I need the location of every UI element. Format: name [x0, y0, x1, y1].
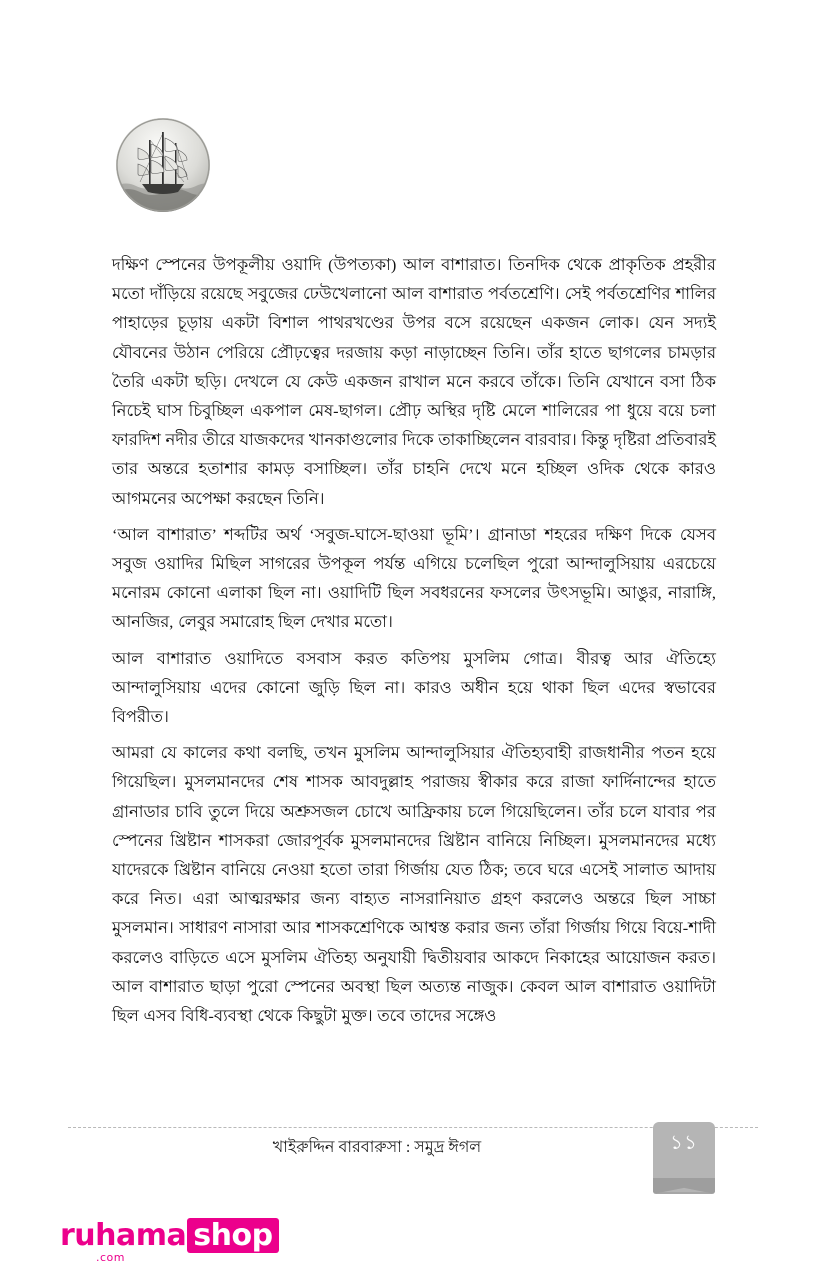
paragraph: আল বাশারাত ওয়াদিতে বসবাস করত কতিপয় মুসলিম গোত্র। বীরত্ব আর ঐতিহ্যে আন্দালুসিয়ায় এদের কোনো জুড়ি ছিল না। কারও অধীন হয়ে থাকা ছিল এদের স্বভাবের বিপরীত।: [112, 648, 716, 727]
watermark-brand-suffix: .com: [96, 1251, 125, 1264]
watermark-brand-secondary: shop: [187, 1218, 278, 1253]
page-number: ১১: [670, 1132, 698, 1154]
paragraph: আমরা যে কালের কথা বলছি, তখন মুসলিম আন্দালুসিয়ার ঐতিহ্যবাহী রাজধানীর পতন হয়ে গিয়েছিল। মুসলমানদের শেষ শাসক আবদুল্লাহ পরাজয় স্বীকার করে রাজা ফার্দিনান্দের হাতে গ্রানাডার চাবি তুলে দিয়ে অশ্রুসজল চোখে আফ্রিকায় চলে গিয়েছিলেন। তাঁর চলে যাবার পর স্পেনের খ্রিষ্টান শাসকরা জোরপূর্বক মুসলমানদের খ্রিষ্টান বানিয়ে নিচ্ছিল। মুসলমানদের মধ্যে যাদেরকে খ্রিষ্টান বানিয়ে নেওয়া হতো তারা গির্জায় যেত ঠিক; তবে ঘরে এসেই সালাত আদায় করে নিত। এরা আত্মরক্ষার জন্য বাহ্যত নাসরানিয়াত গ্রহণ করলেও অন্তরে ছিল সাচ্চা মুসলমান। সাধারণ নাসারা আর শাসকশ্রেণিকে আশ্বস্ত করার জন্য তাঁরা গির্জায় গিয়ে বিয়ে-শাদী করলেও বাড়িতে এসে মুসলিম ঐতিহ্য অনুযায়ী দ্বিতীয়বার আকদে নিকাহের আয়োজন করত। আল বাশারাত ছাড়া পুরো স্পেনের অবস্থা ছিল অত্যন্ত নাজুক। কেবল আল বাশারাত ওয়াদিটা ছিল এসব বিধি-ব্যবস্থা থেকে কিছুটা মুক্ত। তবে তাদের সঙ্গেও: [112, 743, 716, 1026]
paragraph: দক্ষিণ স্পেনের উপকূলীয় ওয়াদি (উপত্যকা) আল বাশারাত। তিনদিক থেকে প্রাকৃতিক প্রহরীর মতো দাঁড়িয়ে রয়েছে সবুজের ঢেউখেলানো আল বাশারাত পর্বতশ্রেণি। সেই পর্বতশ্রেণির শালির পাহাড়ের চূড়ায় একটা বিশাল পাথরখণ্ডের উপর বসে রয়েছেন একজন লোক। যেন সদ্যই যৌবনের উঠান পেরিয়ে প্রৌঢ়ত্বের দরজায় কড়া নাড়াচ্ছেন তিনি। তাঁর হাতে ছাগলের চামড়ার তৈরি একটা ছড়ি। দেখলে যে কেউ একজন রাখাল মনে করবে তাঁকে। তিনি যেখানে বসা ঠিক নিচেই ঘাস চিবুচ্ছিল একপাল মেষ-ছাগল। প্রৌঢ় অস্থির দৃষ্টি মেলে শালিরের পা ধুয়ে বয়ে চলা ফারদিশ নদীর তীরে যাজকদের খানকাগুলোর দিকে তাকাচ্ছিলেন বারবার। কিন্তু দৃষ্টিরা প্রতিবারই তার অন্তরে হতাশার কামড় বসাচ্ছিল। তাঁর চাহনি দেখে মনে হচ্ছিল ওদিক থেকে কারও আগমনের অপেক্ষা করছেন তিনি।: [112, 255, 716, 508]
footer-book-title: খাইরুদ্দিন বারবারুসা : সমুদ্র ঈগল: [272, 1139, 482, 1156]
body-text: [112, 250, 716, 1030]
paragraph: ‘আল বাশারাত’ শব্দটির অর্থ ‘সবুজ-ঘাসে-ছাওয়া ভূমি’। গ্রানাডা শহরের দক্ষিণ দিকে যেসব সবুজ ওয়াদির মিছিল সাগরের উপকূল পর্যন্ত এগিয়ে চলেছিল পুরো আন্দালুসিয়ায় এরচেয়ে মনোরম কোনো এলাকা ছিল না। ওয়াদিটি ছিল সবধরনের ফসলের উৎসভূমি। আঙুর, নারাঙ্গি, আনজির, লেবুর সমারোহ ছিল দেখার মতো।: [112, 524, 716, 632]
page-number-badge: [653, 1122, 715, 1194]
sailing-ship-illustration-icon: [116, 118, 210, 212]
watermark-logo: [60, 1218, 279, 1253]
watermark-brand-primary: ruhama: [60, 1218, 187, 1253]
